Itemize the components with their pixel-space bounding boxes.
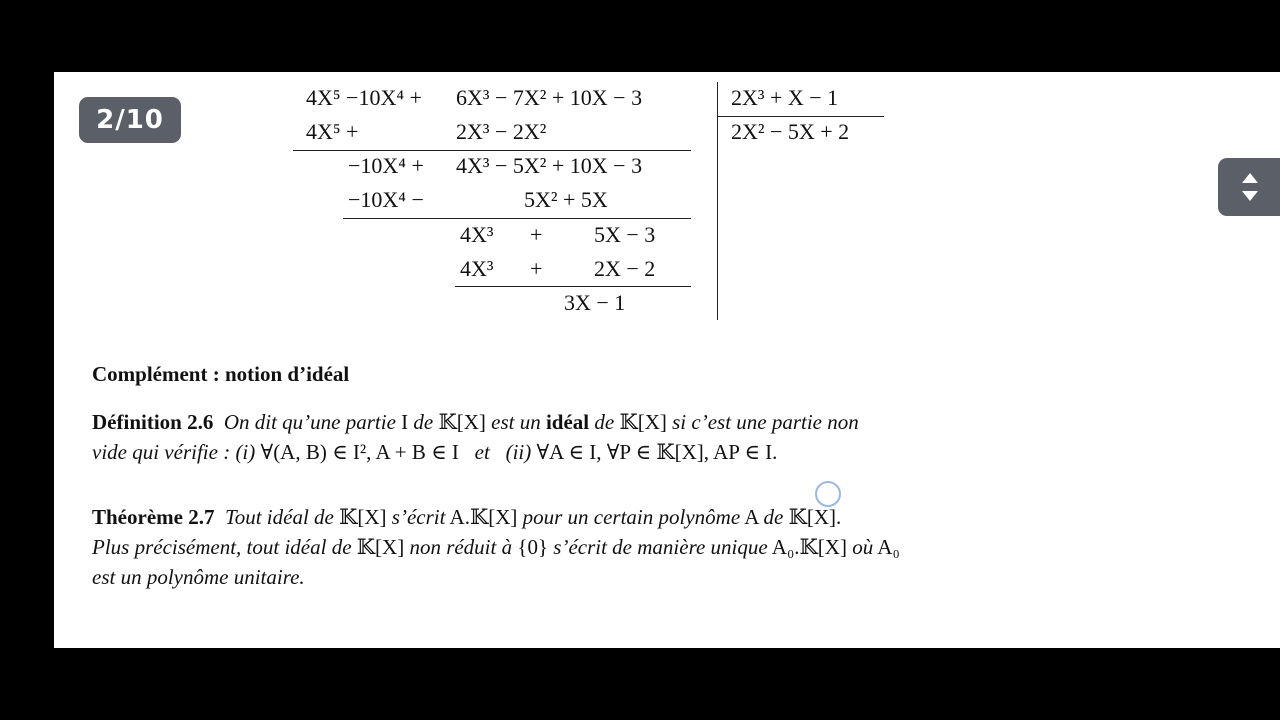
math-symbol: {0} [517,535,549,559]
remainder-2-term: 4X³ [460,222,494,247]
theorem-line-2 [92,537,900,558]
section-title: Complément : notion d’idéal [92,362,350,386]
scroll-handle[interactable] [1218,158,1280,216]
math-symbol: A [744,505,759,529]
arrow-down-icon [1242,191,1258,201]
division-bar [717,82,718,320]
touch-indicator-icon [815,481,841,507]
subtract-3-plus: + [530,256,543,281]
final-remainder: 3X − 1 [564,290,626,315]
theorem-text: Tout idéal de [224,505,334,529]
definition-text: si c’est une partie non [672,410,859,434]
math-symbol: A₀.𝕂[X] [771,535,847,559]
dividend-leading: 4X⁵ −10X⁴ + [306,85,422,110]
definition-line-2 [92,442,777,463]
subtract-1-rest: 2X³ − 2X² [456,119,547,144]
math-symbol: 𝕂[X] [619,410,667,434]
definition-label: Définition 2.6 [92,410,214,434]
definition-keyword: idéal [545,410,590,434]
theorem-text: Plus précisément, tout idéal de [92,535,352,559]
dividend-rest: 6X³ − 7X² + 10X − 3 [456,85,643,110]
remainder-2-rest: 5X − 3 [594,222,656,247]
subtract-3-rest: 2X − 2 [594,256,656,281]
division-rule [455,286,691,287]
math-symbol: I [401,410,409,434]
theorem-text: s’écrit de manière unique [553,535,768,559]
theorem-text: est un polynôme unitaire. [92,565,305,589]
theorem-text: s’écrit [391,505,446,529]
divisor: 2X³ + X − 1 [731,85,839,110]
document-page [54,72,1280,648]
subtract-2-rest: 5X² + 5X [524,187,608,212]
definition-text: est un [491,410,541,434]
math-symbol: 𝕂[X] [339,505,387,529]
math-symbol: A₀ [877,535,900,559]
theorem-text: de [763,505,784,529]
definition-text: (ii) [505,440,532,464]
division-rule [293,150,691,151]
theorem-line-3 [92,567,305,588]
subtract-1-leading: 4X⁵ + [306,119,359,144]
math-expression: ∀A ∈ I, ∀P ∈ 𝕂[X], AP ∈ I. [536,440,778,464]
math-symbol: 𝕂[X] [356,535,405,559]
quotient: 2X² − 5X + 2 [731,119,850,144]
division-rule [343,218,691,219]
page-indicator: 2/10 [79,97,181,143]
remainder-2-plus: + [530,222,543,247]
subtract-2-leading: −10X⁴ − [348,187,424,212]
subtract-3-term: 4X³ [460,256,494,281]
definition-text: On dit qu’une partie [223,410,396,434]
divisor-rule [717,116,884,117]
remainder-1-rest: 4X³ − 5X² + 10X − 3 [456,153,643,178]
definition-text: vide qui vérifie : (i) [92,440,256,464]
math-symbol: 𝕂[X] [438,410,486,434]
definition-text: de [594,410,615,434]
definition-text: de [413,410,434,434]
theorem-text: pour un certain polynôme [522,505,741,529]
math-symbol: 𝕂[X]. [788,505,842,529]
theorem-text: où [852,535,874,559]
math-expression: ∀(A, B) ∈ I², A + B ∈ I [260,440,459,464]
definition-text: et [474,440,490,464]
remainder-1-leading: −10X⁴ + [348,153,424,178]
theorem-line-1 [92,507,841,528]
arrow-up-icon [1242,173,1258,183]
theorem-label: Théorème 2.7 [92,505,215,529]
definition-line-1 [92,412,859,433]
theorem-text: non réduit à [409,535,513,559]
math-symbol: A.𝕂[X] [449,505,518,529]
